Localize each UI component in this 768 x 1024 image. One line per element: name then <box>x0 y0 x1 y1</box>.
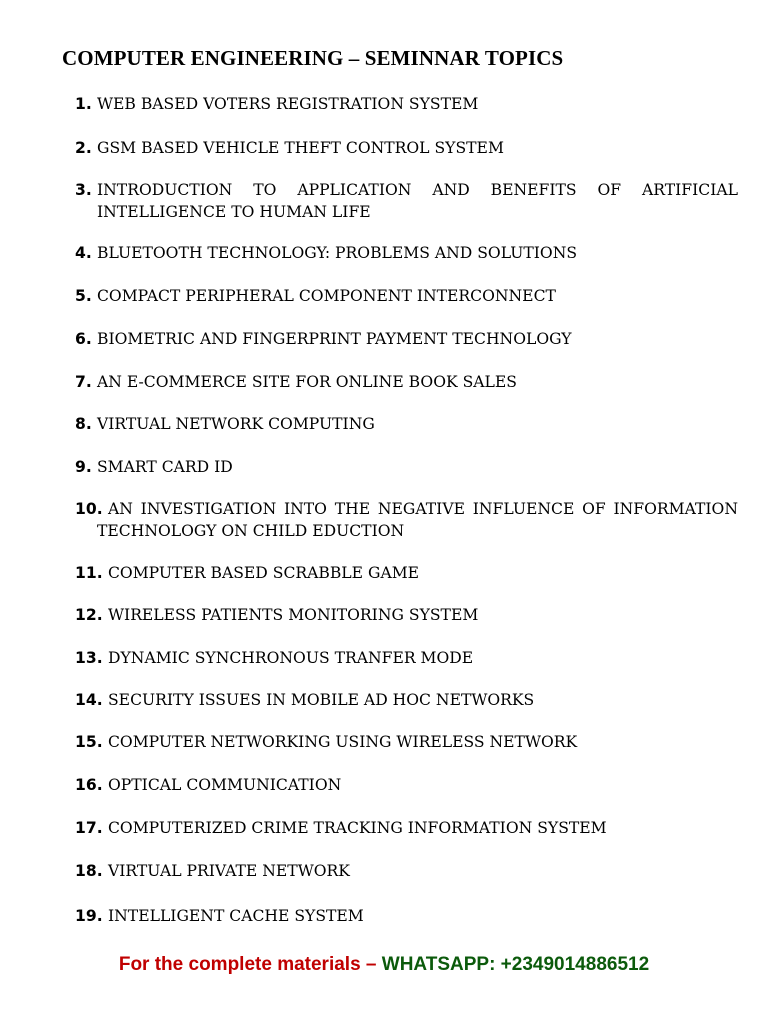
list-item <box>75 562 738 584</box>
footer-contact-line <box>0 954 768 976</box>
item-text: GSM BASED VEHICLE THEFT CONTROL SYSTEM <box>97 139 504 157</box>
item-text: COMPACT PERIPHERAL COMPONENT INTERCONNECT <box>97 287 556 305</box>
list-item <box>75 498 738 542</box>
list-item <box>75 647 738 669</box>
list-item <box>75 242 738 264</box>
list-item <box>75 137 738 159</box>
item-text: VIRTUAL PRIVATE NETWORK <box>108 862 350 880</box>
footer-prefix-text: For the complete materials – <box>118 954 382 975</box>
item-text: SMART CARD ID <box>97 458 233 476</box>
item-number: 18. <box>75 862 103 880</box>
item-text: SECURITY ISSUES IN MOBILE AD HOC NETWORKS <box>108 691 535 709</box>
page-title: COMPUTER ENGINEERING – SEMINNAR TOPICS <box>62 46 564 70</box>
item-number: 13. <box>75 649 103 667</box>
item-number: 14. <box>75 691 103 709</box>
list-item <box>75 731 738 753</box>
item-text: AN INVESTIGATION INTO THE NEGATIVE INFLUENCE OF INFORMATION TECHNOLOGY ON CHILD EDUCTION <box>97 500 738 540</box>
item-number: 7. <box>75 373 92 391</box>
list-item <box>75 371 738 393</box>
whatsapp-contact: WHATSAPP: +2349014886512 <box>381 954 650 975</box>
item-text: OPTICAL COMMUNICATION <box>108 776 342 794</box>
item-number: 1. <box>75 95 92 113</box>
list-item <box>75 860 738 882</box>
item-text: INTELLIGENT CACHE SYSTEM <box>108 907 364 925</box>
item-text: COMPUTER NETWORKING USING WIRELESS NETWORK <box>108 733 578 751</box>
item-number: 2. <box>75 139 92 157</box>
item-number: 6. <box>75 330 92 348</box>
item-number: 3. <box>75 181 92 199</box>
item-number: 10. <box>75 500 103 518</box>
list-item <box>75 328 738 350</box>
list-item <box>75 285 738 307</box>
item-text: COMPUTERIZED CRIME TRACKING INFORMATION SYSTEM <box>108 819 607 837</box>
item-number: 4. <box>75 244 92 262</box>
list-item <box>75 604 738 626</box>
list-item <box>75 817 738 839</box>
item-text: BLUETOOTH TECHNOLOGY: PROBLEMS AND SOLUTIONS <box>97 244 578 262</box>
list-item <box>75 689 738 711</box>
item-text: WIRELESS PATIENTS MONITORING SYSTEM <box>108 606 479 624</box>
item-text: DYNAMIC SYNCHRONOUS TRANFER MODE <box>108 649 474 667</box>
item-text: AN E-COMMERCE SITE FOR ONLINE BOOK SALES <box>97 373 517 391</box>
item-number: 8. <box>75 415 92 433</box>
item-number: 15. <box>75 733 103 751</box>
item-number: 16. <box>75 776 103 794</box>
item-number: 5. <box>75 287 92 305</box>
item-text: BIOMETRIC AND FINGERPRINT PAYMENT TECHNOLOGY <box>97 330 572 348</box>
item-number: 9. <box>75 458 92 476</box>
item-number: 11. <box>75 564 103 582</box>
item-number: 12. <box>75 606 103 624</box>
list-item <box>75 413 738 435</box>
list-item <box>75 179 738 223</box>
list-item <box>75 456 738 478</box>
item-number: 17. <box>75 819 103 837</box>
item-text: WEB BASED VOTERS REGISTRATION SYSTEM <box>97 95 479 113</box>
item-text: COMPUTER BASED SCRABBLE GAME <box>108 564 420 582</box>
item-text: VIRTUAL NETWORK COMPUTING <box>97 415 375 433</box>
list-item <box>75 905 738 927</box>
list-item <box>75 774 738 796</box>
item-text: INTRODUCTION TO APPLICATION AND BENEFITS OF ARTIFICIAL INTELLIGENCE TO HUMAN LIFE <box>97 181 738 221</box>
item-number: 19. <box>75 907 103 925</box>
list-item <box>75 93 738 115</box>
